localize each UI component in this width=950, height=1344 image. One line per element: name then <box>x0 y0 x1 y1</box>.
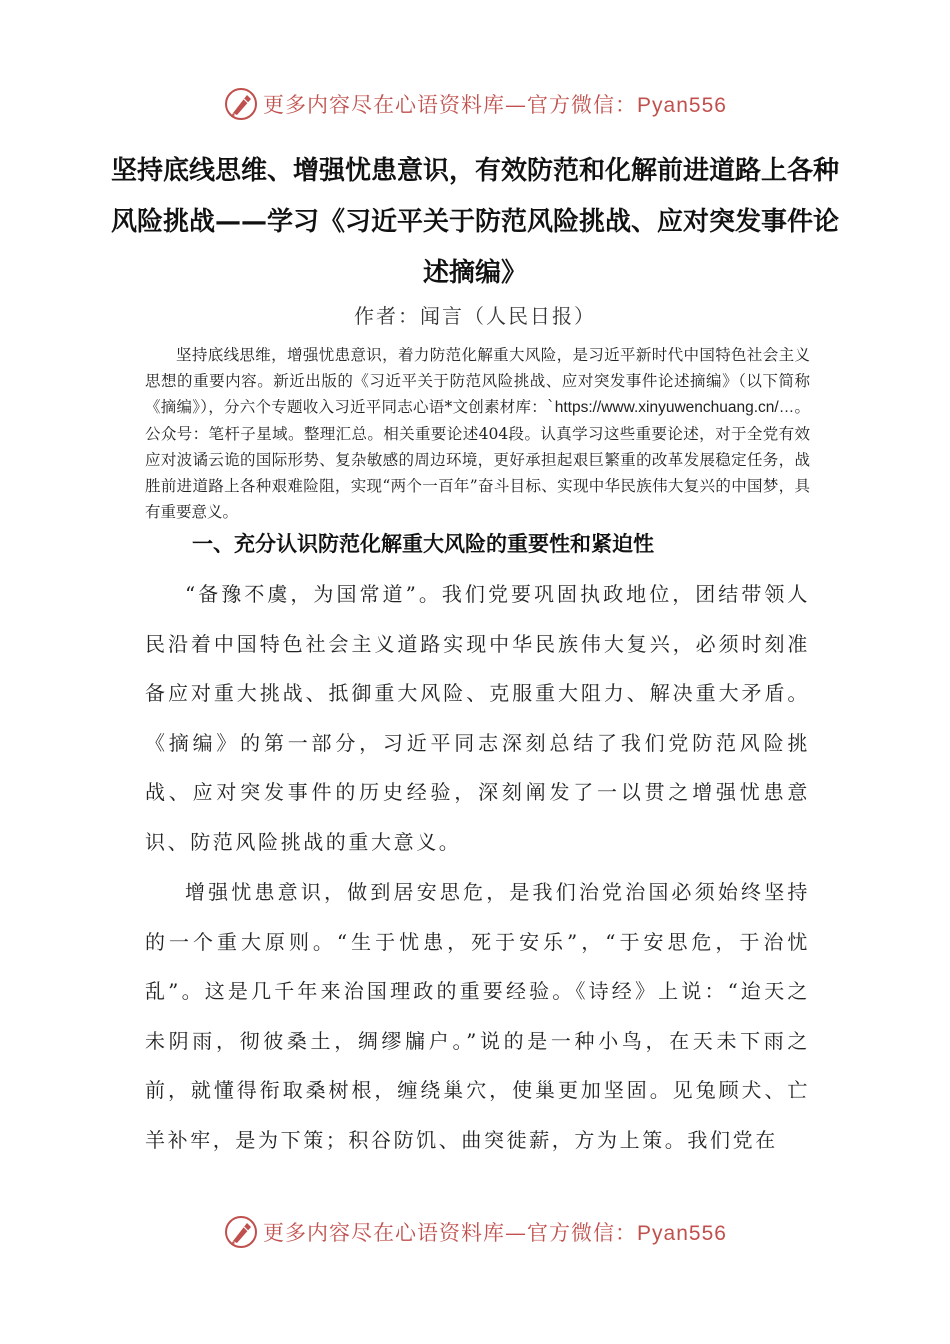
article-title: 坚持底线思维、增强忧患意识，有效防范和化解前进道路上各种风险挑战——学习《习近平关于防范风险挑战、应对突发事件论述摘编》 <box>110 156 839 288</box>
body-paragraph: “备豫不虞，为国常道”。我们党要巩固执政地位，团结带领人民沿着中国特色社会主义道路实现中华民族伟大复兴，必须时刻准备应对重大挑战、抵御重大风险、克服重大阻力、解决重大矛盾。《摘编》的第一部分，习近平同志深刻总结了我们党防范风险挑战、应对突发事件的历史经验，深刻阐发了一以贯之增强忧患意识、防范风险挑战的重大意义。 <box>145 582 810 854</box>
body-paragraph: 增强忧患意识，做到居安思危，是我们治党治国必须始终坚持的一个重大原则。“生于忧患，死于安乐”，“于安思危，于治忧乱”。这是几千年来治国理政的重要经验。《诗经》上说：“迨天之未阴雨，彻彼桑土，绸缪牖户。”说的是一种小鸟，在天未下雨之前，就懂得衔取桑树根，缠绕巢穴，使巢更加坚固。见兔顾犬、亡羊补牢，是为下策；积谷防饥、曲突徙薪，方为上策。我们党在 <box>145 880 810 1152</box>
footer-watermark <box>0 1212 950 1252</box>
watermark-wechat-id: Pyan556 <box>637 94 727 117</box>
intro-paragraph: 坚持底线思维，增强忧患意识，着力防范化解重大风险，是习近平新时代中国特色社会主义思想的重要内容。新近出版的《习近平关于防范风险挑战、应对突发事件论述摘编》（以下简称《摘编》），分六个专题收入习近平同志心语*文创素材库：`https://www.xinyuwenchuang.cn/…。公众号：笔杆子星域。整理汇总。相关重要论述404段。认真学习这些重要论述，对于全党有效应对波谲云诡的国际形势、复杂敏感的周边环境，更好承担起艰巨繁重的改革发展稳定任务，战胜前进道路上各种艰难险阻，实现“两个一百年”奋斗目标、实现中华民族伟大复兴的中国梦，具有重要意义。 <box>145 346 810 521</box>
section-heading: 一、充分认识防范化解重大风险的重要性和紧迫性 <box>192 532 654 556</box>
watermark-text: 更多内容尽在心语资料库—官方微信：Pyan556 <box>263 1221 727 1245</box>
pen-nib-logo-icon <box>223 1214 259 1250</box>
watermark-text: 更多内容尽在心语资料库—官方微信：Pyan556 <box>263 93 727 117</box>
article-author: 作者：闻言（人民日报） <box>354 304 596 328</box>
header-watermark <box>0 84 950 124</box>
pen-nib-logo-icon <box>223 86 259 122</box>
source-url: https://www.xinyuwenchuang.cn/… <box>554 399 795 416</box>
watermark-wechat-id: Pyan556 <box>637 1222 727 1245</box>
